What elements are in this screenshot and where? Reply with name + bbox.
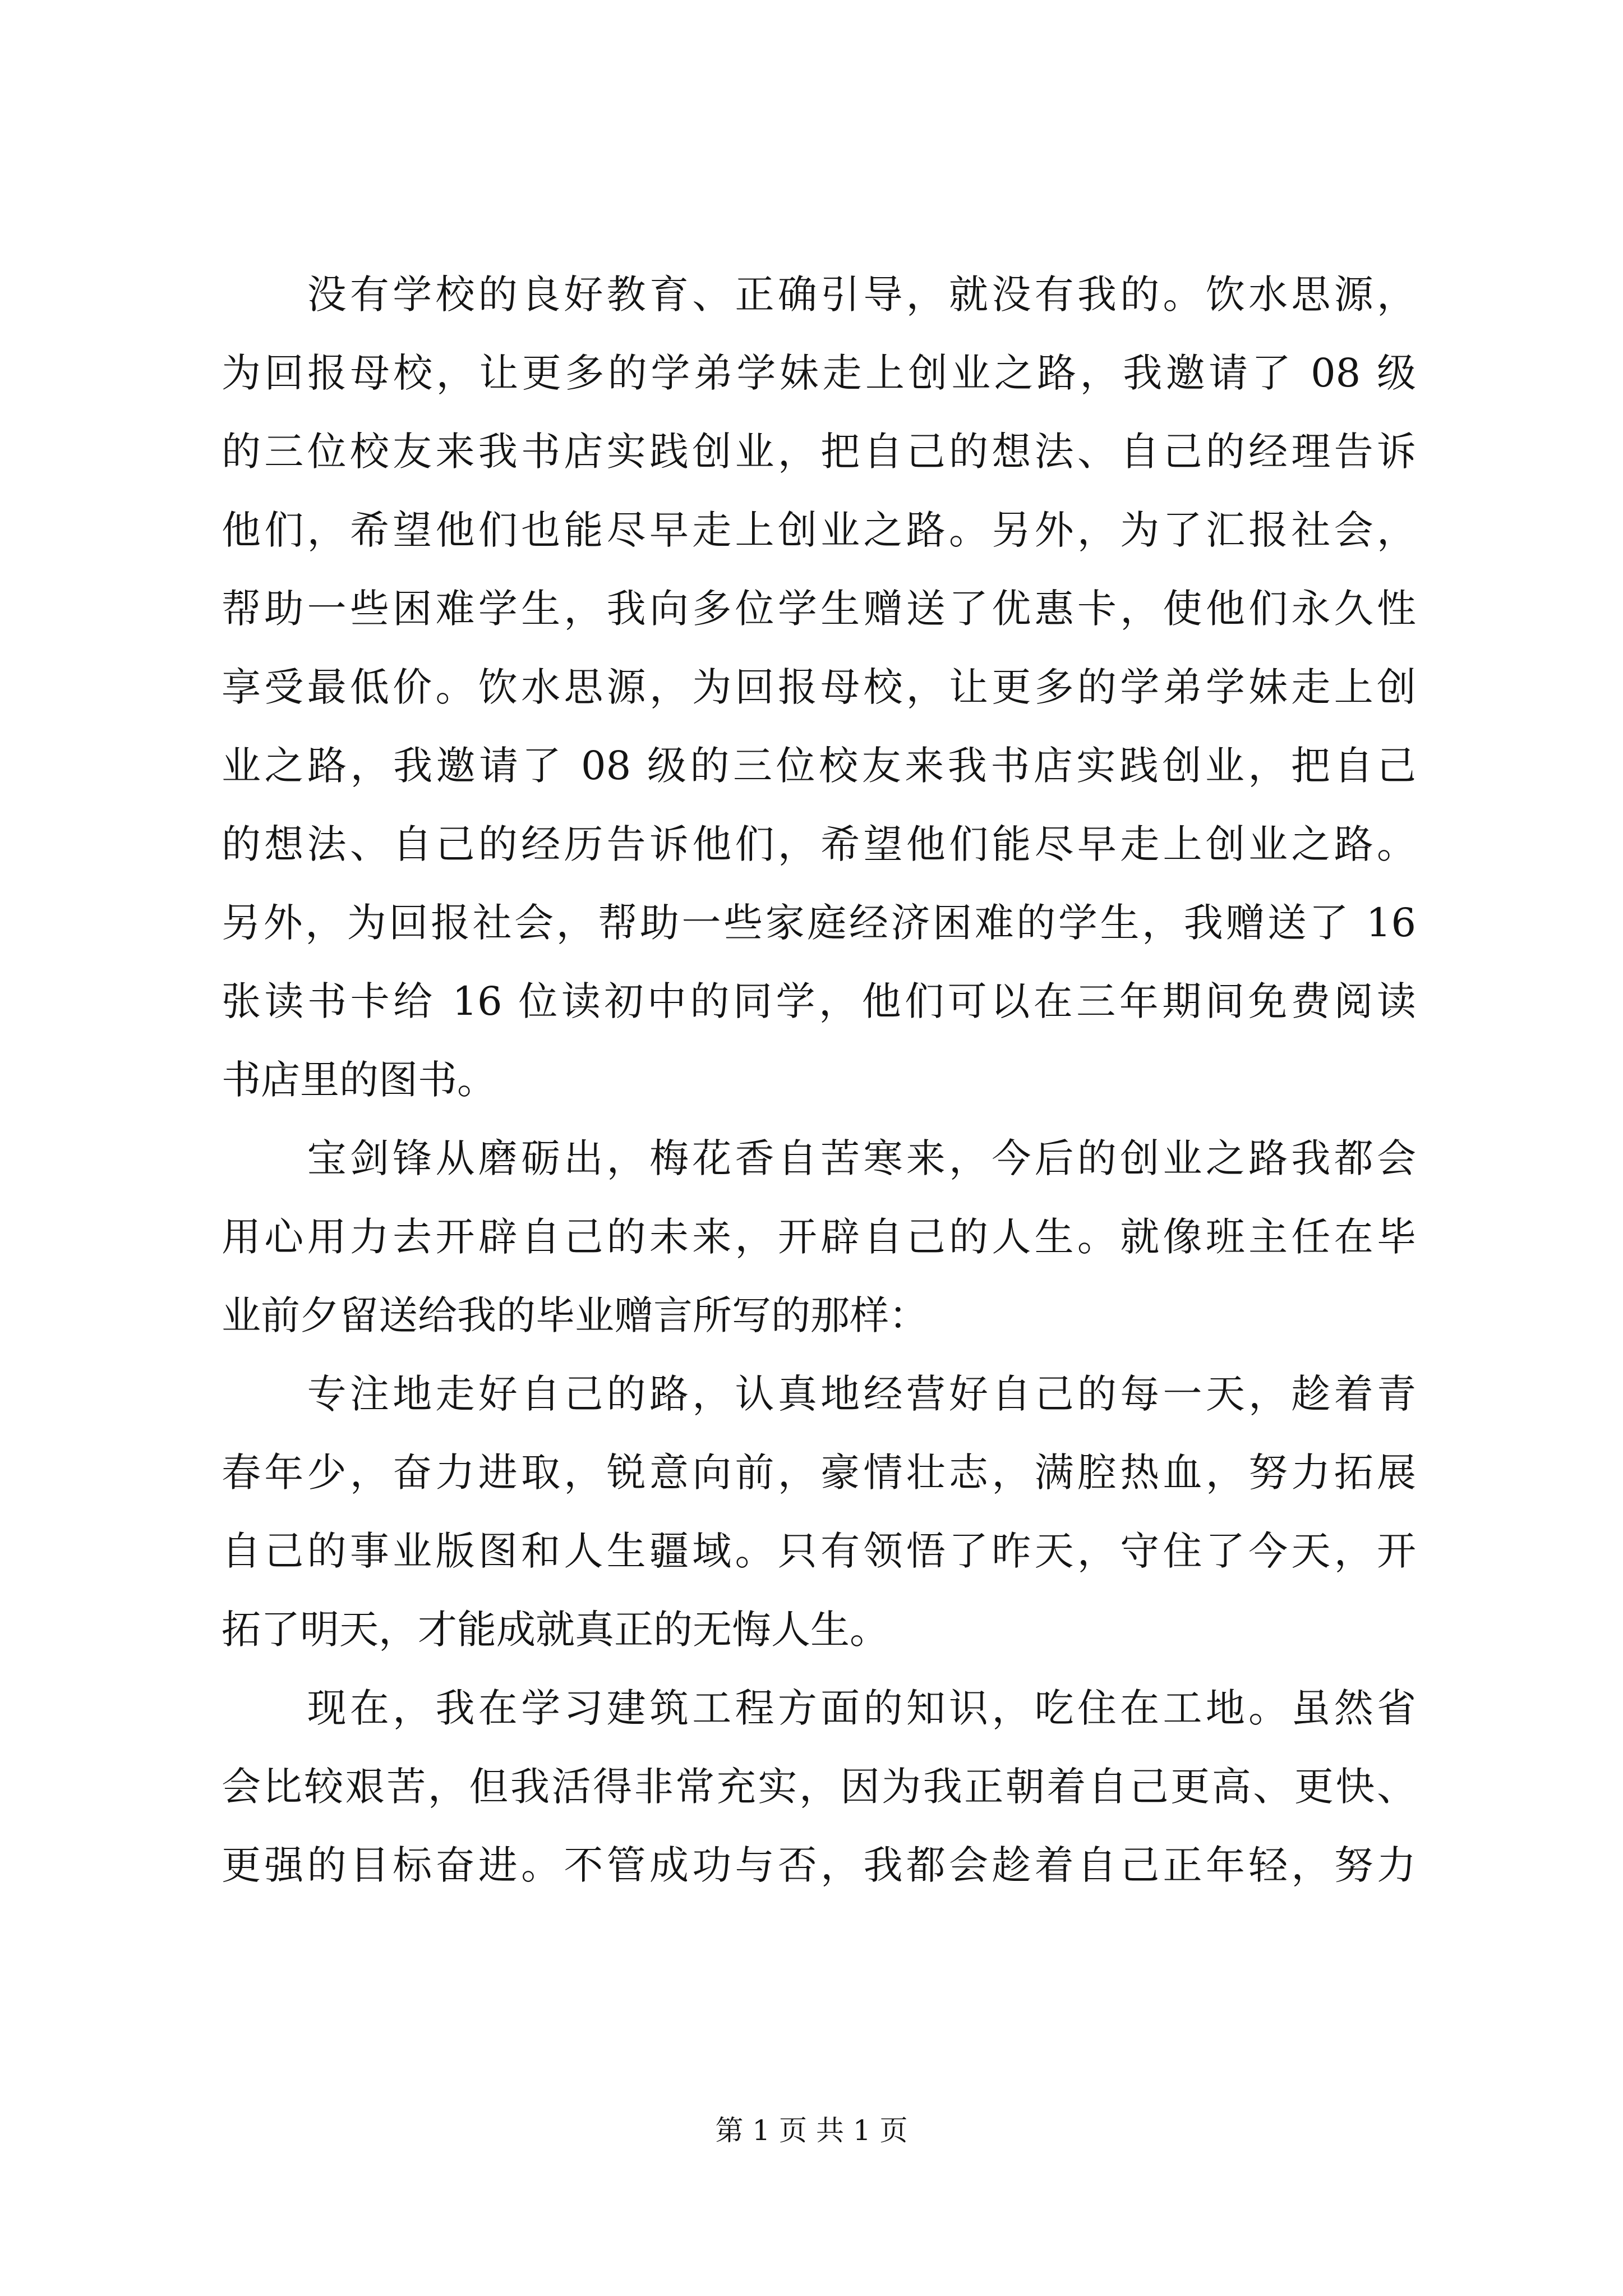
page-footer: 第 1 页 共 1 页 [715, 2114, 908, 2147]
text-line: 拓了明天，才能成就真正的无悔人生。 [222, 1607, 889, 1653]
text-line: 另外，为回报社会，帮助一些家庭经济困难的学生，我赠送了 16 [222, 900, 1416, 946]
text-line: 书店里的图书。 [222, 1057, 496, 1103]
text-line: 没有学校的良好教育、正确引导，就没有我的。饮水思源， [222, 272, 1416, 318]
text-line: 他们，希望他们也能尽早走上创业之路。另外，为了汇报社会， [222, 507, 1416, 553]
text-line: 专注地走好自己的路，认真地经营好自己的每一天，趁着青 [222, 1371, 1416, 1417]
text-line: 业之路，我邀请了 08 级的三位校友来我书店实践创业，把自己 [222, 743, 1416, 789]
text-line: 自己的事业版图和人生疆域。只有领悟了昨天，守住了今天，开 [222, 1528, 1416, 1574]
text-line: 为回报母校，让更多的学弟学妹走上创业之路，我邀请了 08 级 [222, 350, 1416, 396]
text-line: 享受最低价。饮水思源，为回报母校，让更多的学弟学妹走上创 [222, 664, 1416, 710]
document-body [222, 255, 1416, 1904]
text-line: 更强的目标奋进。不管成功与否，我都会趁着自己正年轻，努力 [222, 1842, 1416, 1888]
text-line: 帮助一些困难学生，我向多位学生赠送了优惠卡，使他们永久性 [222, 586, 1416, 632]
text-line: 用心用力去开辟自己的未来，开辟自己的人生。就像班主任在毕 [222, 1214, 1416, 1260]
text-line: 业前夕留送给我的毕业赠言所写的那样： [222, 1292, 928, 1338]
text-line: 现在，我在学习建筑工程方面的知识，吃住在工地。虽然省 [222, 1685, 1416, 1731]
text-line: 春年少，奋力进取，锐意向前，豪情壮志，满腔热血，努力拓展 [222, 1450, 1416, 1496]
text-line: 张读书卡给 16 位读初中的同学，他们可以在三年期间免费阅读 [222, 978, 1416, 1024]
text-line: 宝剑锋从磨砺出，梅花香自苦寒来，今后的创业之路我都会 [222, 1135, 1416, 1181]
text-line: 的想法、自己的经历告诉他们，希望他们能尽早走上创业之路。 [222, 821, 1416, 867]
text-line: 的三位校友来我书店实践创业，把自己的想法、自己的经理告诉 [222, 429, 1416, 475]
text-line: 会比较艰苦，但我活得非常充实，因为我正朝着自己更高、更快、 [222, 1764, 1416, 1810]
